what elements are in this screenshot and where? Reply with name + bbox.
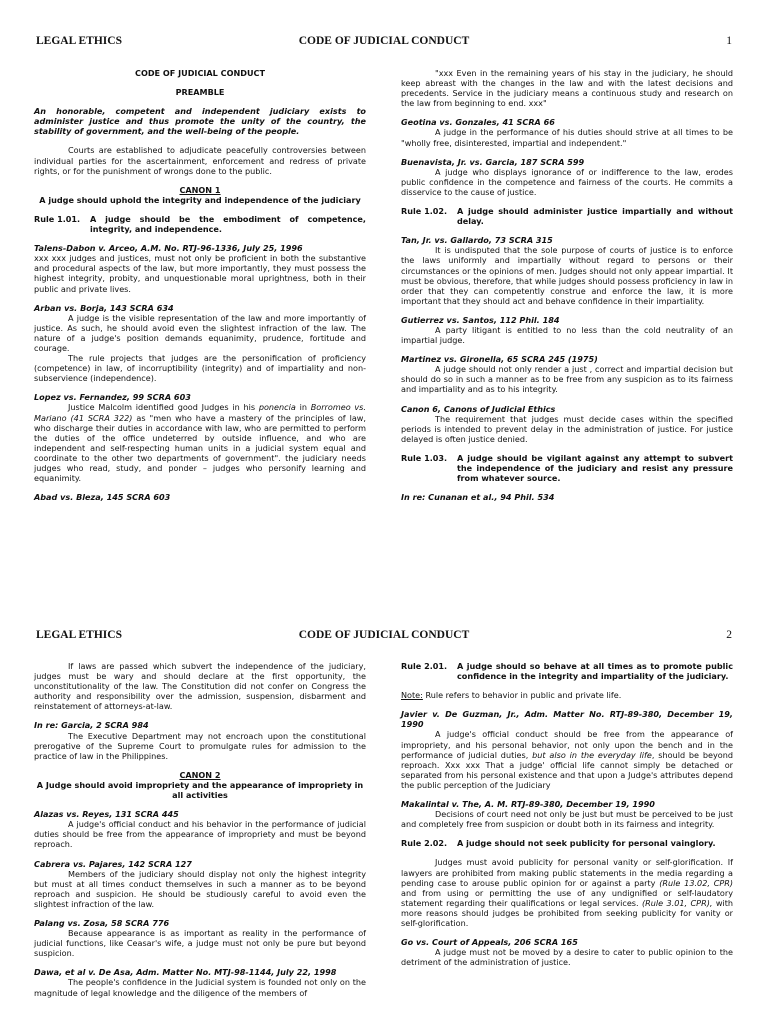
case-title: Palang vs. Zosa, 58 SCRA 776 <box>34 917 170 928</box>
rule-text: A judge should be vigilant against any attempt to subvert the independence of the judiciary and resist any pressure from whatever source. <box>457 452 733 484</box>
canon-2-text: A Judge should avoid impropriety and the appearance of impropriety in all activities <box>36 779 364 801</box>
intro-paragraph: If laws are passed which subvert the independence of the judiciary, judges must be wary and should declare at the first opportunity, the unconstitutionality of the law. The Constitution did not confer on Congress the authority and responsibility over the admission, suspension, disbarment and reinstatement of attorneys-at-law. <box>34 661 366 712</box>
rule-1-02 <box>401 206 733 226</box>
preamble-body: Courts are established to adjudicate peacefully controversies between individual parties for the ascertainment, enforcement and redress of private rights, or for the punishment of wrongs done to the public. <box>34 145 366 176</box>
rule-2-01 <box>401 661 733 681</box>
case-title: Javier v. De Guzman, Jr., Adm. Matter No. RTJ-89-380, December 19, 1990 <box>401 709 733 730</box>
case-title: Buenavista, Jr. vs. Garcia, 187 SCRA 599 <box>401 156 585 167</box>
case-body: Decisions of court need not only be just but must be perceived to be just and completely free from suspicion or doubt both in its fairness and integrity. <box>401 809 733 830</box>
case-title: Martinez vs. Gironella, 65 SCRA 245 (1975) <box>401 354 598 365</box>
rule-text: A judge should so behave at all times as to promote public confidence in the integrity and impartiality of the judiciary. <box>457 661 733 682</box>
rule-number: Rule 1.03. <box>401 452 448 463</box>
case-body: A judge who displays ignorance of or indifference to the law, erodes public confidence in the competence and fairness of the courts. He commits a disservice to the cause of justice. <box>401 166 733 197</box>
rule-text: A judge should administer justice impartially and without delay. <box>457 206 733 227</box>
rule-number: Rule 1.02. <box>401 206 448 217</box>
case-title: Alazas vs. Reyes, 131 SCRA 445 <box>34 809 179 820</box>
case-body: A judge in the performance of his duties should strive at all times to be "wholly free, disinterested, impartial and independent." <box>401 127 733 148</box>
case-body: A judge must not be moved by a desire to cater to public opinion to the detriment of the administration of justice. <box>401 947 733 968</box>
case-body: A judge's official conduct should be free from the appearance of impropriety, and his personal behavior, not only upon the bench and in the performance of judicial duties, but also in the everyday life, should be beyond reproach. Xxx xxx That a judge' official life cannot simply be detached or separated from his personal existence and that upon a Judge's attributes depend the public perception of the Judiciary <box>401 729 733 790</box>
page-header <box>0 35 768 55</box>
note-label: Note: <box>401 690 423 701</box>
case-title: In re: Garcia, 2 SCRA 984 <box>34 720 149 731</box>
case-body: A judge is the visible representation of the law and more importantly of justice. As such, he should avoid even the slightest infraction of the law. The nature of a judge's position demands equanimity, prudence, fortitude and courage. <box>34 312 366 353</box>
case-body: Because appearance is as important as reality in the performance of judicial functions, like Ceasar's wife, a judge must not only be pure but beyond suspicion. <box>34 928 366 959</box>
page-header <box>0 629 768 649</box>
canon-2-heading: CANON 2 <box>179 769 221 780</box>
rule-number: Rule 2.01. <box>401 661 448 671</box>
case-body: A party litigant is entitled to no less than the cold neutrality of an impartial judge. <box>401 324 733 346</box>
case-title: Lopez vs. Fernandez, 99 SCRA 603 <box>34 392 191 403</box>
right-column <box>401 661 733 967</box>
header-subject: LEGAL ETHICS <box>36 35 122 47</box>
header-subject: LEGAL ETHICS <box>36 629 122 641</box>
case-body: A judge's official conduct and his behavior in the performance of judicial duties should be free from the appearance of impropriety and must be beyond reproach. <box>34 819 366 850</box>
page-number: 2 <box>726 629 732 641</box>
quote: "xxx Even in the remaining years of his stay in the judiciary, he should keep abreast with the changes in the law and with the latest decisions and precedents. Service in the judiciary means a continuous study and research on the law from beginning to end. xxx" <box>401 68 733 109</box>
canon-1-text: A judge should uphold the integrity and independence of the judiciary <box>39 194 361 205</box>
case-body: xxx xxx judges and justices, must not only be proficient in both the substantive and procedural aspects of the law, but more importantly, they must possess the highest integrity, probity, and unquestionable moral uprightness, both in their public and private lives. <box>34 253 366 294</box>
case-title: Dawa, et al v. De Asa, Adm. Matter No. MTJ-98-1144, July 22, 1998 <box>34 967 337 978</box>
case-title: Tan, Jr. vs. Gallardo, 73 SCRA 315 <box>401 235 553 246</box>
case-title: In re: Cunanan et al., 94 Phil. 534 <box>401 492 555 503</box>
case-title: Gutierrez vs. Santos, 112 Phil. 184 <box>401 314 560 325</box>
preamble-lead: An honorable, competent and independent judiciary exists to administer justice and thus promote the unity of the country, the stability of government, and the well-being of the people. <box>34 106 366 137</box>
case-title: Go vs. Court of Appeals, 206 SCRA 165 <box>401 937 578 948</box>
document-title: CODE OF JUDICIAL CONDUCT <box>135 68 265 78</box>
left-column <box>34 68 366 502</box>
case-body: Members of the judiciary should display not only the highest integrity but must at all times conduct themselves in such a manner as to be beyond reproach and suspicion. He should be studiously careful to avoid even the slightest infraction of the law. <box>34 868 366 909</box>
case-body: The requirement that judges must decide cases within the specified periods is intended to prevent delay in the administration of justice. For justice delayed is often justice denied. <box>401 413 733 444</box>
case-body: Judges must avoid publicity for personal vanity or self-glorification. If lawyers are prohibited from making public statements in the media regarding a pending case to arouse public opinion for or against a party (Rule 13.02, CPR) and from using or permitting the use of any undignified or self-laudatory statement regarding their qualifications or legal services. (Rule 3.01, CPR), with more reasons should judges be prohibited from seeking publicity for vanity or self-glorification. <box>401 857 734 928</box>
header-title: CODE OF JUDICIAL CONDUCT <box>298 629 470 641</box>
rule-text: A judge should be the embodiment of competence, integrity, and independence. <box>90 213 366 235</box>
case-title: Geotina vs. Gonzales, 41 SCRA 66 <box>401 117 555 128</box>
case-body: Justice Malcolm identified good Judges in his ponencia in Borromeo vs. Mariano (41 SCRA 322) as "men who have a mastery of the principles of law, who discharge their duties in accordance with law, who are permitted to perform the duties of the office undeterred by outside influence, and who are independent and self-respecting human units in a judicial system equal and coordinate to the other two departments of government". the judiciary needs judges who read, study, and ponder – judges who personify learning and equanimity. <box>34 402 366 484</box>
case-title: Arban vs. Borja, 143 SCRA 634 <box>34 302 174 313</box>
note-text: Rule refers to behavior in public and private life. <box>425 690 622 701</box>
rule-2-02 <box>401 838 733 848</box>
case-body: It is undisputed that the sole purpose of courts of justice is to enforce the laws uniformly and impartially without regard to persons or their circumstances or the opinions of men. Judges should not only appear impartial. It must be obvious, therefore, that while judges should possess proficiency in law in order that they can competently construe and enforce the law, it is more important that they should act and behave confidence in their impartiality. <box>401 245 733 306</box>
case-body: The rule projects that judges are the personification of proficiency (competence) in law, of incorruptibility (integrity) and of impartiality and non-subservience (independence). <box>34 353 366 384</box>
case-title: Makalintal v. The, A. M. RTJ-89-380, December 19, 1990 <box>401 799 655 810</box>
preamble-heading: PREAMBLE <box>175 87 225 98</box>
rule-1-01 <box>34 214 366 234</box>
case-title: Canon 6, Canons of Judicial Ethics <box>401 403 556 414</box>
case-title: Cabrera vs. Pajares, 142 SCRA 127 <box>34 858 192 869</box>
rule-text: A judge should not seek publicity for personal vainglory. <box>457 838 716 849</box>
case-body: A judge should not only render a just , correct and impartial decision but should do so in such a manner as to be free from any suspicion as to its fairness and impartiality and as to his integrity. <box>401 364 733 395</box>
case-title: Abad vs. Bleza, 145 SCRA 603 <box>34 492 171 503</box>
canon-1-heading: CANON 1 <box>179 184 221 195</box>
page-number: 1 <box>726 35 732 47</box>
rule-1-03 <box>401 453 733 483</box>
case-body: The Executive Department may not encroach upon the constitutional prerogative of the Supreme Court to promulgate rules for admission to the practice of law in the Philippines. <box>34 730 366 761</box>
rule-number: Rule 1.01. <box>34 213 81 224</box>
rule-number: Rule 2.02. <box>401 838 448 849</box>
header-title: CODE OF JUDICIAL CONDUCT <box>298 35 470 47</box>
left-column <box>34 661 366 998</box>
case-title: Talens-Dabon v. Arceo, A.M. No. RTJ-96-1336, July 25, 1996 <box>34 243 303 254</box>
note <box>401 690 733 700</box>
right-column <box>401 68 733 502</box>
document-page-2 <box>0 620 768 1024</box>
case-body: The people's confidence in the Judicial system is founded not only on the magnitude of legal knowledge and the diligence of the members of <box>34 977 366 998</box>
